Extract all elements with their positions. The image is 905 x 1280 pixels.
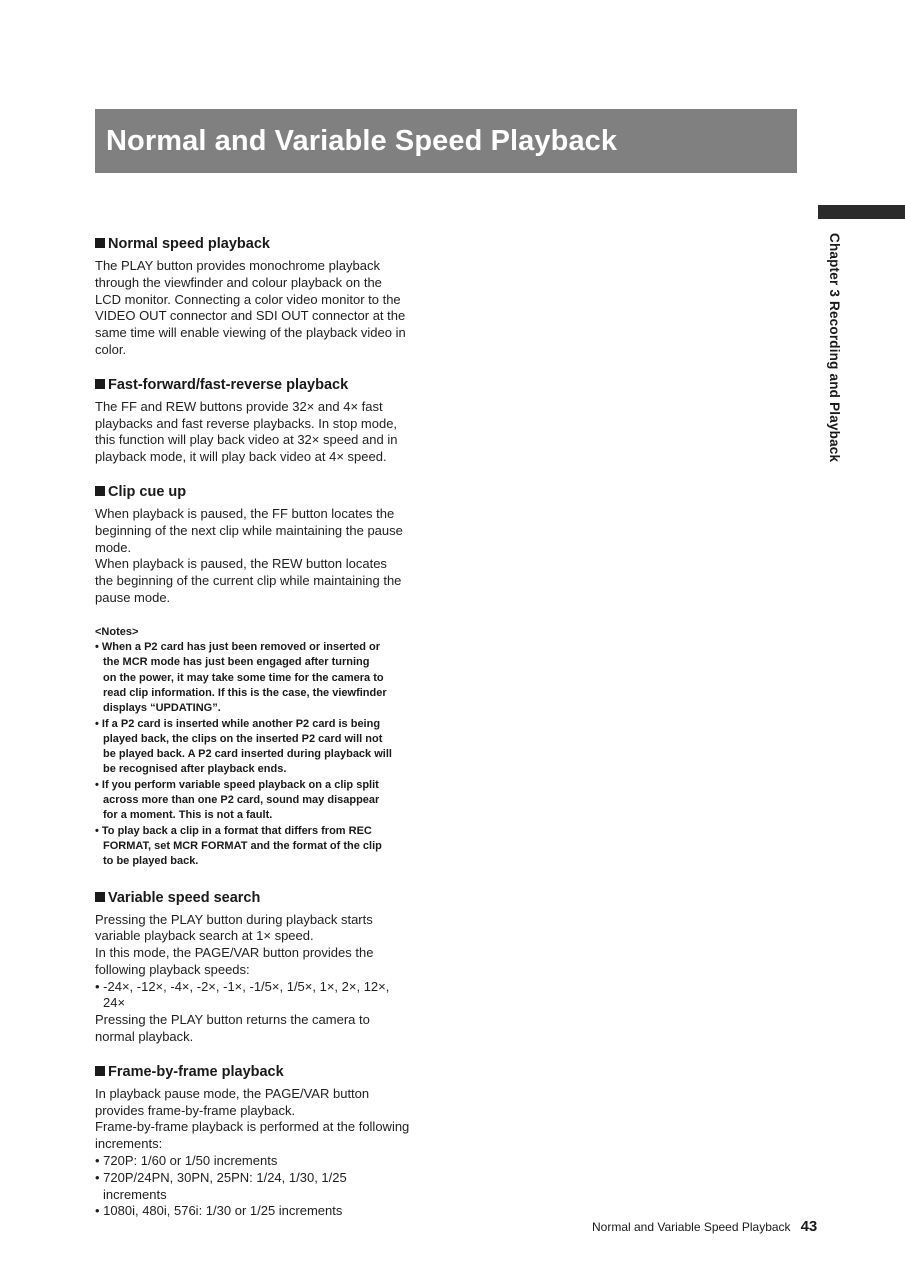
paragraph-line: the beginning of the current clip while maintaining the [95, 573, 402, 589]
paragraph-line: In this mode, the PAGE/VAR button provides the [95, 945, 374, 961]
square-bullet-icon [95, 486, 105, 496]
paragraph-line: increments: [95, 1136, 163, 1152]
section-heading: Frame-by-frame playback [95, 1062, 440, 1082]
square-bullet-icon [95, 238, 105, 248]
note-line: played back, the clips on the inserted P2 card will not [103, 732, 383, 745]
square-bullet-icon [95, 379, 105, 389]
paragraph-line: Pressing the PLAY button returns the camera to [95, 1012, 370, 1028]
chapter-tab [818, 205, 905, 219]
note-line: be played back. A P2 card inserted during playback will [103, 748, 392, 761]
section-heading: Normal speed playback [95, 234, 440, 254]
paragraph-line: In playback pause mode, the PAGE/VAR button [95, 1085, 370, 1101]
paragraph-line: playback mode, it will play back video at 4× speed. [95, 449, 387, 465]
note-line: across more than one P2 card, sound may disappear [103, 794, 380, 807]
paragraph-line: normal playback. [95, 1029, 194, 1045]
page-footer [592, 1216, 817, 1238]
paragraph-line: following playback speeds: [95, 961, 250, 977]
paragraph-line: through the viewfinder and colour playback on the [95, 274, 382, 290]
note-line: on the power, it may take some time for the camera to [103, 671, 384, 684]
page-title: Normal and Variable Speed Playback [106, 125, 618, 157]
notes-heading: <Notes> [95, 625, 139, 638]
paragraph-line: Frame-by-frame playback is performed at the following [95, 1119, 410, 1135]
note-line: • To play back a clip in a format that differs from REC [95, 824, 372, 837]
paragraph-line: When playback is paused, the FF button locates the [95, 505, 395, 521]
paragraph-line: pause mode. [95, 589, 171, 605]
paragraph-line: color. [95, 341, 127, 357]
square-bullet-icon [95, 892, 105, 902]
main-content [95, 234, 440, 1236]
note-line: • If a P2 card is inserted while another P2 card is being [95, 717, 381, 730]
note-line: read clip information. If this is the case, the viewfinder [103, 686, 387, 699]
section-heading: Variable speed search [95, 888, 440, 908]
note-line: • When a P2 card has just been removed or inserted or [95, 641, 381, 654]
paragraph-line: mode. [95, 539, 132, 555]
increment-item: • 720P: 1/60 or 1/50 increments [95, 1153, 278, 1169]
section-normal-speed [95, 234, 440, 359]
note-line: for a moment. This is not a fault. [103, 809, 273, 822]
section-heading: Clip cue up [95, 482, 440, 502]
increment-item: • 720P/24PN, 30PN, 25PN: 1/24, 1/30, 1/25 [95, 1169, 347, 1185]
square-bullet-icon [95, 1066, 105, 1076]
paragraph-line: When playback is paused, the REW button locates [95, 556, 387, 572]
paragraph-line: provides frame-by-frame playback. [95, 1102, 296, 1118]
chapter-label: Chapter 3 Recording and Playback [827, 233, 842, 463]
title-bar [95, 109, 797, 173]
increment-item: • 1080i, 480i, 576i: 1/30 or 1/25 increments [95, 1203, 343, 1219]
section-heading: Fast-forward/fast-reverse playback [95, 375, 440, 395]
speed-list-line: • -24×, -12×, -4×, -2×, -1×, -1/5×, 1/5×, 1×, 2×, 12×, [95, 978, 390, 994]
note-line: FORMAT, set MCR FORMAT and the format of the clip [103, 839, 382, 852]
note-line: to be played back. [103, 855, 199, 868]
paragraph-line: LCD monitor. Connecting a color video monitor to the [95, 291, 401, 307]
paragraph-line: same time will enable viewing of the playback video in [95, 325, 406, 341]
section-variable-speed [95, 888, 440, 1046]
note-line: be recognised after playback ends. [103, 763, 287, 776]
notes-block [95, 625, 440, 870]
paragraph-line: this function will play back video at 32× speed and in [95, 432, 398, 448]
speed-list-line: 24× [103, 995, 126, 1011]
note-line: the MCR mode has just been engaged after turning [103, 656, 370, 669]
note-line: displays “UPDATING”. [103, 702, 221, 715]
paragraph-line: beginning of the next clip while maintaining the pause [95, 522, 403, 538]
paragraph-line: variable playback search at 1× speed. [95, 928, 314, 944]
section-clip-cue [95, 482, 440, 607]
note-line: • If you perform variable speed playback on a clip split [95, 778, 379, 791]
paragraph-line: The PLAY button provides monochrome playback [95, 258, 380, 273]
paragraph-line: playbacks and fast reverse playbacks. In stop mode, [95, 415, 398, 431]
footer-title: Normal and Variable Speed Playback [592, 1220, 791, 1234]
increment-item: increments [103, 1186, 167, 1202]
page-number: 43 [800, 1218, 818, 1235]
paragraph-line: The FF and REW buttons provide 32× and 4× fast [95, 398, 383, 414]
paragraph-line: VIDEO OUT connector and SDI OUT connector at the [95, 308, 406, 324]
paragraph-line: Pressing the PLAY button during playback starts [95, 911, 373, 927]
section-frame-by-frame [95, 1062, 440, 1220]
section-fast-forward [95, 375, 440, 466]
